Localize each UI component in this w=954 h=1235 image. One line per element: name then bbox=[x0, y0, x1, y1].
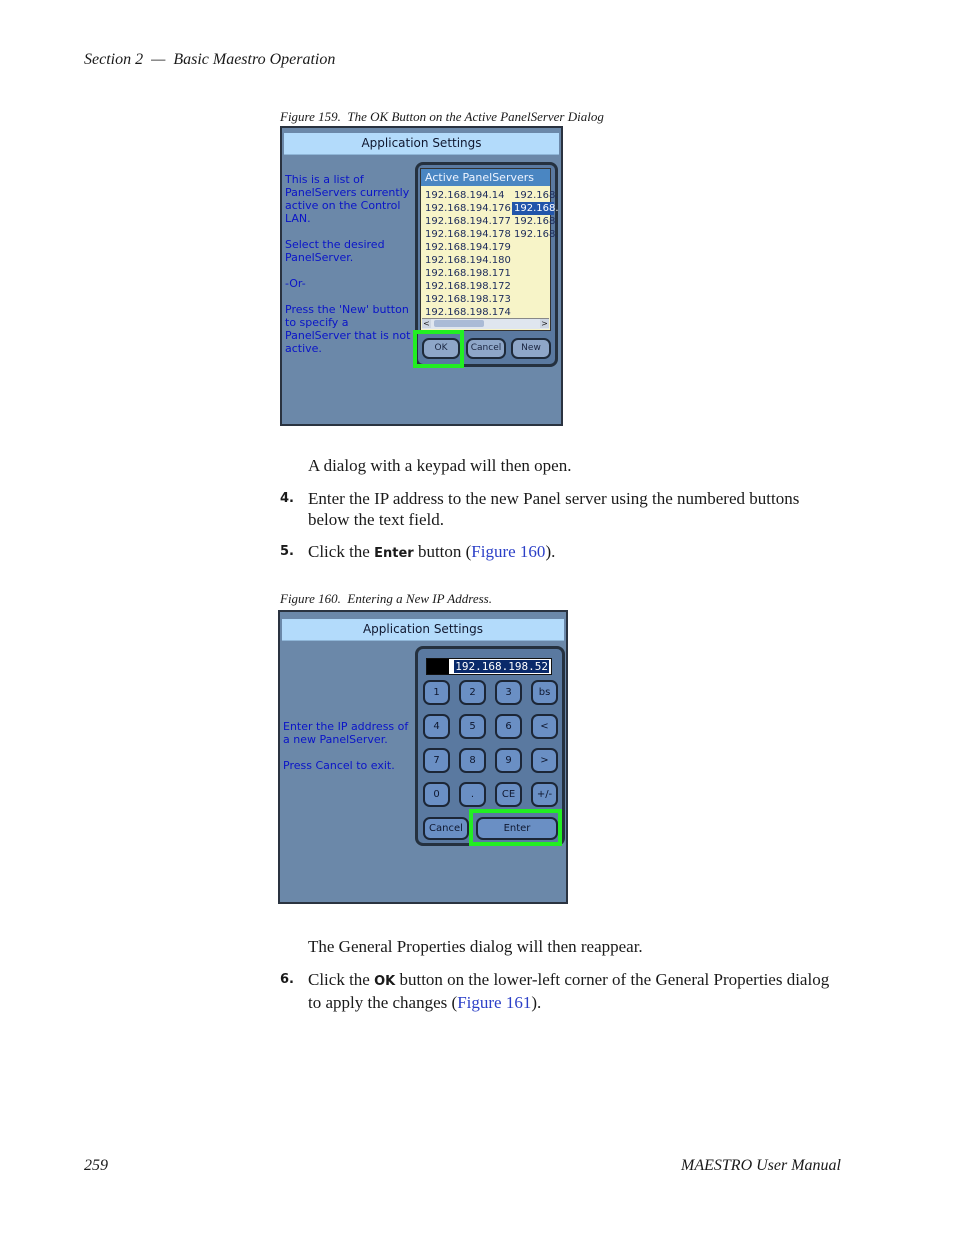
list-row-address-col2[interactable] bbox=[512, 241, 554, 254]
keypad-key[interactable]: +/- bbox=[531, 782, 558, 807]
keypad-key[interactable]: 8 bbox=[459, 748, 486, 773]
paragraph-keypad: A dialog with a keypad will then open. bbox=[308, 456, 572, 475]
step-5-pre: Click the bbox=[308, 542, 375, 561]
keypad-key[interactable]: 4 bbox=[423, 714, 450, 739]
scroll-right-icon[interactable]: > bbox=[541, 319, 548, 328]
keypad-key[interactable]: CE bbox=[495, 782, 522, 807]
keypad-key[interactable]: 0 bbox=[423, 782, 450, 807]
keypad-key[interactable]: 9 bbox=[495, 748, 522, 773]
step-5-post: ). bbox=[545, 542, 556, 561]
ip-keypad-dialog bbox=[278, 610, 568, 904]
dialog-instructions: Enter the IP address of a new PanelServer. Press Cancel to exit. bbox=[283, 720, 409, 772]
list-row-address[interactable]: 192.168.198.171 bbox=[425, 268, 511, 279]
keypad-key[interactable]: < bbox=[531, 714, 558, 739]
new-button[interactable]: New bbox=[511, 338, 551, 359]
list-row-address[interactable]: 192.168.198.174 bbox=[425, 307, 511, 318]
list-row-address[interactable]: 192.168.198.173 bbox=[425, 294, 511, 305]
enter-button[interactable]: Enter bbox=[476, 817, 558, 840]
enter-keyword: Enter bbox=[374, 546, 414, 561]
step-5-mid: button ( bbox=[413, 542, 472, 561]
list-row-address-col2[interactable] bbox=[512, 267, 554, 280]
list-row-address-col2[interactable]: 192.168. bbox=[514, 229, 559, 240]
step-6-number: 6. bbox=[280, 972, 294, 987]
list-row-address-col2[interactable]: 192.168. bbox=[514, 190, 559, 201]
step-6-mid: button on the lower-left corner of the General Properties dialog to apply the changes ( bbox=[308, 970, 830, 1012]
list-row-address-col2[interactable]: 192.168. bbox=[514, 203, 559, 214]
keypad-key[interactable]: > bbox=[531, 748, 558, 773]
list-row-address[interactable]: 192.168.194.177 bbox=[425, 216, 511, 227]
keypad-key[interactable]: 7 bbox=[423, 748, 450, 773]
step-4-text: Enter the IP address to the new Panel server using the numbered buttons below the text field. bbox=[308, 489, 800, 529]
dialog-title: Application Settings bbox=[284, 133, 559, 155]
figure-160-caption: Figure 160. Entering a New IP Address. bbox=[280, 591, 492, 606]
keypad-key[interactable]: . bbox=[459, 782, 486, 807]
ok-keyword: OK bbox=[374, 974, 396, 989]
keypad-key[interactable]: 5 bbox=[459, 714, 486, 739]
keypad-key[interactable]: 2 bbox=[459, 680, 486, 705]
keypad-key[interactable]: 6 bbox=[495, 714, 522, 739]
ip-address-field[interactable] bbox=[426, 658, 552, 675]
manual-title: MAESTRO User Manual bbox=[681, 1157, 841, 1174]
figure-161-link[interactable]: Figure 161 bbox=[457, 993, 532, 1012]
cancel-button[interactable]: Cancel bbox=[423, 817, 469, 840]
ip-address-value: 192.168.198.52 bbox=[455, 660, 548, 673]
figure-159-caption: Figure 159. The OK Button on the Active PanelServer Dialog bbox=[280, 109, 604, 124]
list-header: Active PanelServers bbox=[421, 169, 550, 186]
list-row-address[interactable]: 192.168.198.172 bbox=[425, 281, 511, 292]
figure-160-link[interactable]: Figure 160 bbox=[471, 542, 546, 561]
list-row-address[interactable]: 192.168.194.14 bbox=[425, 190, 505, 201]
keypad-key[interactable]: 3 bbox=[495, 680, 522, 705]
paragraph-reappear: The General Properties dialog will then reappear. bbox=[308, 937, 643, 956]
ok-button[interactable]: OK bbox=[422, 338, 460, 359]
list-row-address[interactable]: 192.168.194.179 bbox=[425, 242, 511, 253]
step-6-post: ). bbox=[531, 993, 542, 1012]
scroll-left-icon[interactable]: < bbox=[423, 319, 430, 328]
enter-highlight-box bbox=[469, 809, 562, 846]
step-6-text bbox=[308, 969, 838, 1013]
active-panelserver-dialog bbox=[280, 126, 563, 426]
step-4-number: 4. bbox=[280, 491, 294, 506]
list-row-address-col2[interactable] bbox=[512, 254, 554, 267]
ok-highlight-box bbox=[413, 330, 464, 368]
cancel-button[interactable]: Cancel bbox=[466, 338, 506, 359]
keypad-key[interactable]: 1 bbox=[423, 680, 450, 705]
section-header: Section 2 — Basic Maestro Operation bbox=[84, 51, 336, 68]
keypad-key[interactable]: bs bbox=[531, 680, 558, 705]
dialog-instructions: This is a list of PanelServers currently active on the Control LAN. Select the desired PanelServer. -Or- Press the 'New' button to specify a PanelServer that is not active. bbox=[285, 173, 411, 355]
panelserver-list[interactable] bbox=[420, 168, 559, 331]
list-row-address-col2[interactable]: 192.168. bbox=[514, 216, 559, 227]
list-row-address[interactable]: 192.168.194.176 bbox=[425, 203, 511, 214]
step-5-number: 5. bbox=[280, 544, 294, 559]
horizontal-scrollbar[interactable] bbox=[422, 318, 549, 329]
scroll-thumb[interactable] bbox=[434, 320, 484, 327]
page-number: 259 bbox=[84, 1157, 108, 1174]
step-5-text bbox=[308, 541, 555, 564]
list-row-address-col2[interactable] bbox=[512, 293, 554, 306]
list-row-address-col2[interactable] bbox=[512, 280, 554, 293]
list-row-address[interactable]: 192.168.194.178 bbox=[425, 229, 511, 240]
list-row-address[interactable]: 192.168.194.180 bbox=[425, 255, 511, 266]
step-6-pre: Click the bbox=[308, 970, 375, 989]
dialog-title: Application Settings bbox=[282, 619, 564, 641]
